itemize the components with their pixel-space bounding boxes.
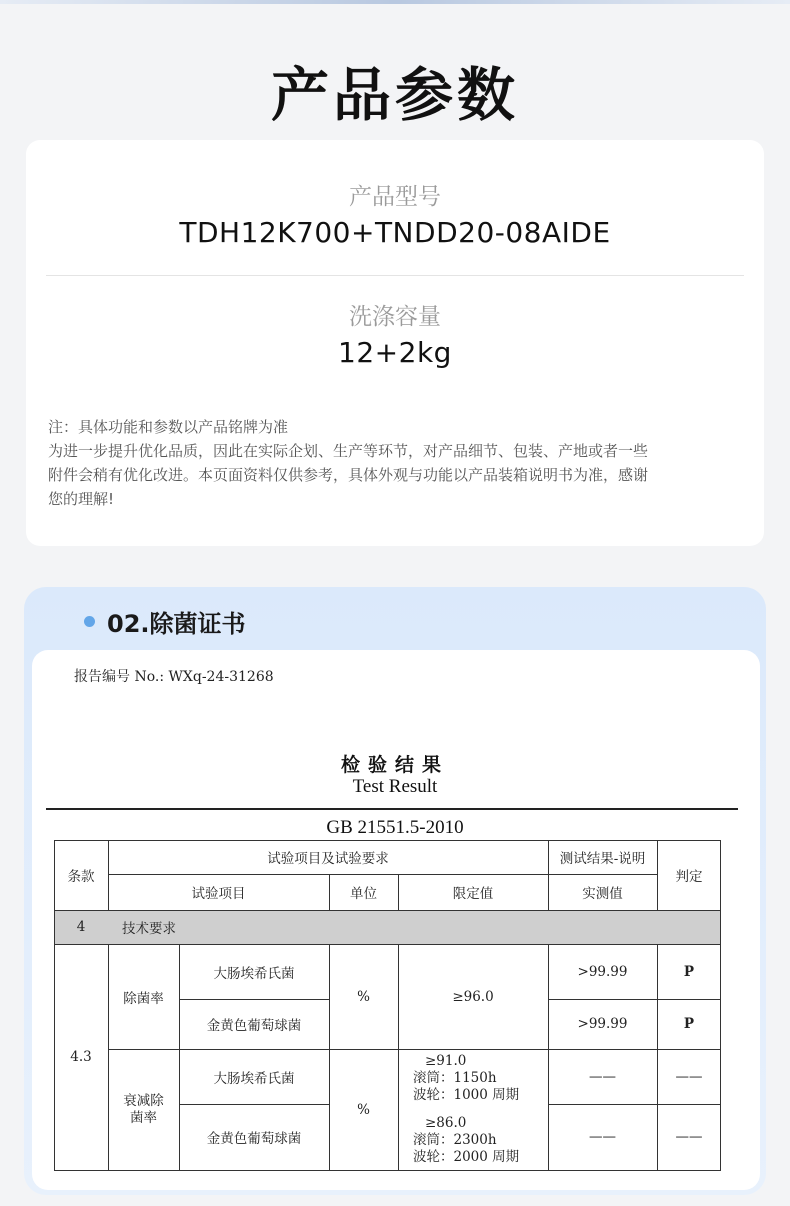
limit-cell: [398, 1110, 548, 1170]
limit-line: ≥91.0: [425, 1052, 467, 1069]
measured-cell: ——: [589, 1068, 616, 1085]
page-title: 产品参数: [270, 61, 519, 129]
limit-cell: ≥96.0: [452, 988, 494, 1005]
unit-cell: %: [357, 1101, 370, 1118]
organism-cell: 大肠埃希氏菌: [213, 965, 295, 982]
standard-number: GB 21551.5-2010: [326, 817, 464, 838]
certificate-heading: [84, 604, 246, 639]
top-accent-bar: [0, 0, 790, 4]
note-line: 注：具体功能和参数以产品铭牌为准: [48, 418, 289, 436]
group-name-decay: [108, 1049, 179, 1170]
unit-cell: %: [357, 988, 370, 1005]
capacity-label: 洗涤容量: [349, 304, 441, 330]
measured-cell: >99.99: [577, 963, 628, 980]
header-result-group: 测试结果-说明: [559, 851, 646, 867]
limit-cell: [398, 1049, 548, 1107]
header-clause: 条款: [67, 869, 95, 885]
bullet-dot-icon: [84, 616, 95, 627]
certificate-heading-text: 02.除菌证书: [107, 610, 246, 638]
spec-divider: [46, 275, 744, 276]
result-title-en: Test Result: [352, 776, 438, 797]
limit-line: 波轮：1000 周期: [413, 1086, 520, 1103]
group-name-line: 菌率: [130, 1109, 157, 1126]
spec-card: [26, 140, 764, 546]
title-rule: [46, 808, 738, 810]
note-line: 附件会稍有优化改进。本页面资料仅供参考，具体外观与功能以产品装箱说明书为准，感谢: [48, 466, 649, 484]
verdict-cell: P: [683, 963, 695, 980]
capacity-value: 12+2kg: [338, 336, 452, 369]
header-unit: 单位: [350, 886, 377, 902]
report-number: 报告编号 No.: WXq-24-31268: [74, 669, 274, 685]
limit-line: 滚筒：1150h: [413, 1069, 497, 1086]
limit-line: ≥86.0: [425, 1114, 467, 1131]
note-line: 为进一步提升优化品质，因此在实际企划、生产等环节，对产品细节、包装、产地或者一些: [48, 442, 649, 460]
group-name-sterilization: 除菌率: [123, 990, 164, 1007]
organism-cell: 大肠埃希氏菌: [213, 1070, 295, 1087]
clause-4-3: 4.3: [70, 1049, 92, 1065]
model-label: 产品型号: [349, 184, 441, 210]
measured-cell: ——: [589, 1129, 616, 1145]
limit-line: 滚筒：2300h: [413, 1131, 497, 1148]
verdict-cell: ——: [675, 1068, 703, 1085]
header-measured: 实测值: [582, 886, 623, 902]
model-value: TDH12K700+TNDD20-08AIDE: [179, 216, 611, 249]
organism-cell: 金黄色葡萄球菌: [206, 1131, 302, 1147]
header-item: 试验项目: [191, 886, 246, 902]
organism-cell: 金黄色葡萄球菌: [206, 1018, 302, 1034]
note-line: 您的理解!: [48, 490, 115, 508]
section-clause: 4: [76, 919, 86, 935]
verdict-cell: P: [683, 1016, 695, 1032]
measured-cell: >99.99: [577, 1016, 628, 1032]
verdict-cell: ——: [675, 1129, 703, 1145]
spec-note: [48, 415, 748, 511]
limit-line: 波轮：2000 周期: [413, 1148, 520, 1165]
header-verdict: 判定: [675, 869, 703, 885]
header-items-group: 试验项目及试验要求: [267, 851, 389, 867]
section-title: 技术要求: [122, 921, 176, 937]
result-title: 检验结果: [340, 754, 449, 776]
grid-line: [54, 1170, 721, 1171]
group-name-line: 衰减除: [123, 1092, 164, 1109]
header-limit: 限定值: [452, 886, 494, 902]
